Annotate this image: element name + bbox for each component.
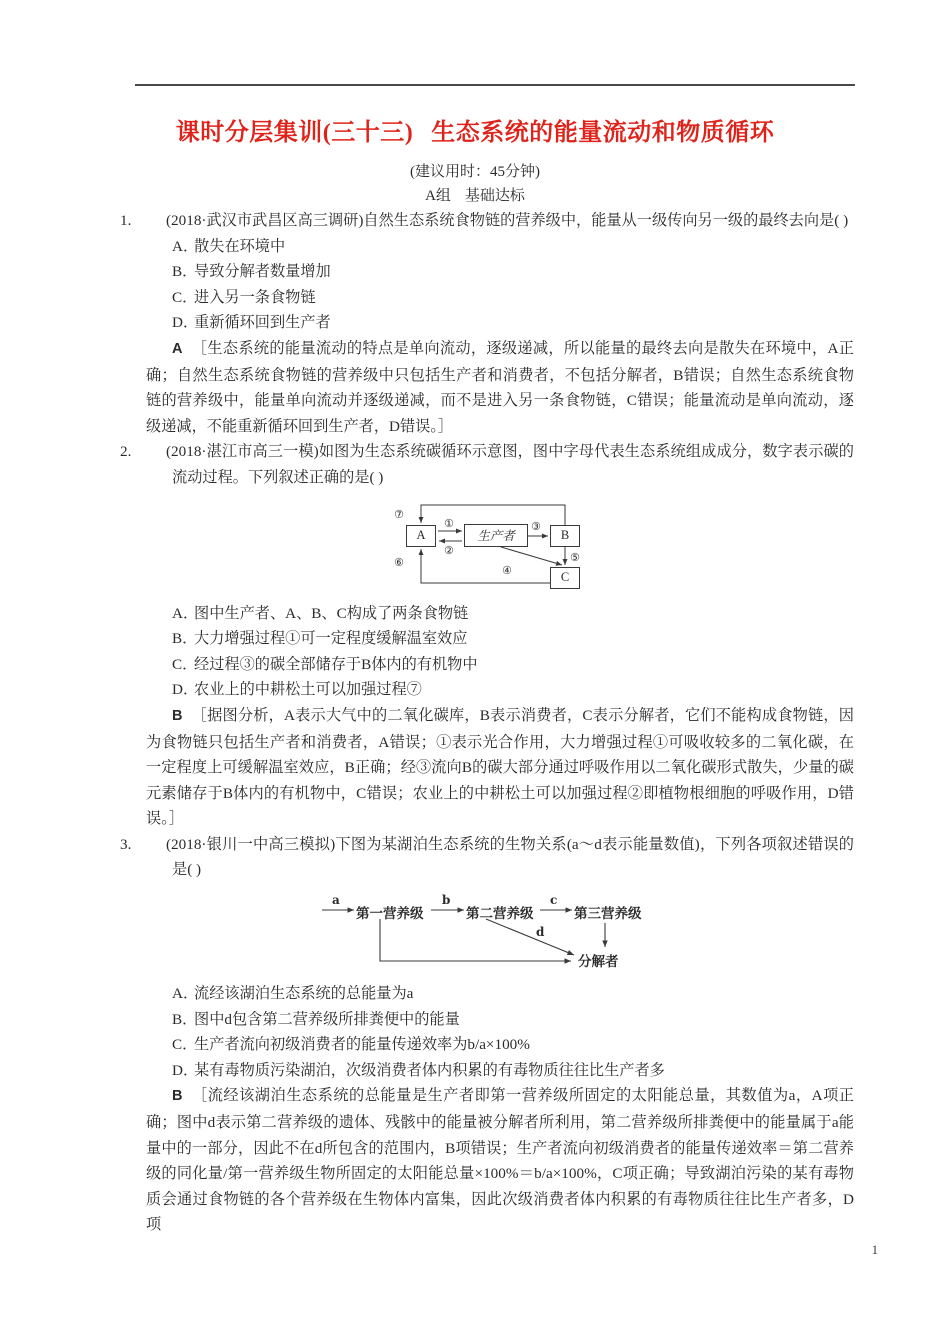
option-key: B． bbox=[172, 1010, 198, 1028]
question-2-option-c[interactable] bbox=[172, 652, 854, 678]
question-3-option-b[interactable] bbox=[172, 1007, 854, 1033]
question-1-option-d[interactable] bbox=[172, 310, 854, 336]
option-text: 导致分解者数量增加 bbox=[194, 263, 331, 281]
carbon-node-c: C bbox=[550, 567, 580, 589]
question-list bbox=[120, 208, 854, 1238]
trophic-flow-c: c bbox=[550, 893, 558, 908]
question-1-answer bbox=[146, 336, 854, 439]
trophic-node-first: 第一营养级 bbox=[356, 906, 424, 922]
group-name: 基础达标 bbox=[464, 188, 525, 204]
question-2-option-a[interactable] bbox=[172, 601, 854, 627]
option-text: 大力增强过程①可一定程度缓解温室效应 bbox=[194, 630, 468, 648]
option-key: D． bbox=[172, 314, 199, 332]
option-text: 图中生产者、A、B、C构成了两条食物链 bbox=[194, 604, 469, 622]
carbon-cycle-figure bbox=[386, 499, 596, 591]
page-title-subject: 生态系统的能量流动和物质循环 bbox=[431, 120, 775, 146]
question-1-stem bbox=[120, 208, 854, 234]
question-1-number: 1. bbox=[120, 212, 132, 229]
question-2-option-b[interactable] bbox=[172, 626, 854, 652]
question-2-number: 2. bbox=[120, 443, 132, 461]
carbon-node-b: B bbox=[550, 525, 580, 547]
question-3-stem bbox=[120, 832, 854, 883]
page-number: 1 bbox=[871, 1243, 878, 1257]
question-2-option-d[interactable] bbox=[172, 677, 854, 703]
question-2-answer bbox=[146, 703, 854, 832]
option-text: 散失在环境中 bbox=[194, 237, 286, 255]
option-text: 生产者流向初级消费者的能量传递效率为b/a×100% bbox=[194, 1036, 530, 1054]
option-key: C． bbox=[172, 288, 198, 306]
question-3 bbox=[120, 832, 854, 1238]
answer-key: A bbox=[172, 340, 183, 357]
question-3-option-d[interactable] bbox=[172, 1058, 854, 1084]
option-text: 流经该湖泊生态系统的总能量为a bbox=[194, 985, 414, 1003]
option-key: B． bbox=[172, 630, 198, 648]
carbon-process-3: ③ bbox=[531, 519, 541, 533]
option-text: 农业上的中耕松土可以加强过程⑦ bbox=[194, 681, 422, 699]
carbon-process-2: ② bbox=[444, 543, 454, 557]
trophic-node-third: 第三营养级 bbox=[574, 906, 642, 922]
option-key: B． bbox=[172, 263, 198, 281]
carbon-process-7: ⑦ bbox=[394, 507, 404, 521]
option-key: A． bbox=[172, 237, 199, 255]
question-2 bbox=[120, 439, 854, 832]
trophic-node-decomposer: 分解者 bbox=[578, 954, 619, 970]
question-2-stem-text: (2018·湛江市高三一模)如图为生态系统碳循环示意图，图中字母代表生态系统组成成分，数字表示碳的流动过程。下列叙述正确的是( ) bbox=[166, 443, 854, 486]
question-1-option-b[interactable] bbox=[172, 259, 854, 285]
page-title bbox=[0, 112, 950, 147]
option-key: D． bbox=[172, 1061, 199, 1079]
option-key: C． bbox=[172, 1036, 198, 1054]
carbon-node-a: A bbox=[406, 525, 436, 547]
question-1-option-a[interactable] bbox=[172, 234, 854, 260]
header-rule bbox=[135, 84, 855, 86]
carbon-node-producer: 生产者 bbox=[464, 524, 528, 547]
answer-explanation: ［流经该湖泊生态系统的总能量是生产者即第一营养级所固定的太阳能总量，其数值为a，A项正确；图中d表示第二营养级的遗体、残骸中的能量被分解者所利用，第二营养级所排粪便中的能量属于a能量中的一部分，因此不在d所包含的范围内，B项错误；生产者流向初级消费者的能量传递效率＝第二营养级的同化量/第一营养级生物所固定的太阳能总量×100%＝b/a×100%，C项正确；导致湖泊污染的某有毒物质会通过食物链的各个营养级在生物体内富集，因此次级消费者体内积累的有毒物质往往比生产者多，D项 bbox=[146, 1087, 854, 1234]
option-key: A． bbox=[172, 985, 199, 1003]
trophic-flow-b: b bbox=[442, 893, 451, 908]
question-1 bbox=[120, 208, 854, 439]
answer-explanation: ［据图分析，A表示大气中的二氧化碳库，B表示消费者，C表示分解者，它们不能构成食物链，因为食物链只包括生产者和消费者，A错误；①表示光合作用，大力增强过程①可吸收较多的二氧化碳，在一定程度上可缓解温室效应，B正确；经③流向B的碳大部分通过呼吸作用以二氧化碳形式散失，少量的碳元素储存于B体内的有机物中，C错误；农业上的中耕松土可以加强过程②即植物根细胞的呼吸作用，D错误。］ bbox=[146, 706, 854, 828]
answer-key: B bbox=[172, 707, 183, 724]
option-key: C． bbox=[172, 655, 198, 673]
question-1-stem-text: (2018·武汉市武昌区高三调研)自然生态系统食物链的营养级中，能量从一级传向另一级的最终去向是( ) bbox=[166, 212, 849, 229]
option-text: 重新循环回到生产者 bbox=[194, 314, 331, 332]
option-text: 图中d包含第二营养级所排粪便中的能量 bbox=[194, 1010, 460, 1028]
carbon-process-1: ① bbox=[444, 516, 454, 530]
option-text: 进入另一条食物链 bbox=[194, 288, 316, 306]
question-2-stem bbox=[120, 439, 854, 490]
trophic-level-figure bbox=[318, 893, 648, 971]
question-3-option-a[interactable] bbox=[172, 981, 854, 1007]
group-label: A组 bbox=[425, 188, 451, 204]
trophic-node-second: 第二营养级 bbox=[466, 906, 534, 922]
carbon-process-4: ④ bbox=[502, 563, 512, 577]
option-text: 经过程③的碳全部储存于B体内的有机物中 bbox=[194, 655, 478, 673]
question-3-stem-text: (2018·银川一中高三模拟)下图为某湖泊生态系统的生物关系(a～d表示能量数值)，下列各项叙述错误的是( ) bbox=[166, 835, 854, 879]
carbon-process-5: ⑤ bbox=[570, 550, 580, 564]
suggested-time: (建议用时：45分钟) bbox=[410, 164, 540, 180]
option-key: A． bbox=[172, 604, 199, 622]
group-heading bbox=[0, 184, 950, 205]
question-3-option-c[interactable] bbox=[172, 1032, 854, 1058]
question-3-number: 3. bbox=[120, 835, 132, 853]
trophic-flow-d: d bbox=[536, 925, 545, 940]
option-key: D． bbox=[172, 681, 199, 699]
question-3-answer bbox=[146, 1083, 854, 1238]
answer-explanation: ［生态系统的能量流动的特点是单向流动，逐级递减，所以能量的最终去向是散失在环境中，A正确；自然生态系统食物链的营养级中只包括生产者和消费者，不包括分解者，B错误；自然生态系统食物链的营养级中，能量单向流动并逐级递减，而不是进入另一条食物链，C错误；能量流动是单向流动，逐级递减，不能重新循环回到生产者，D错误。］ bbox=[146, 339, 854, 435]
trophic-flow-a: a bbox=[332, 893, 340, 908]
question-1-option-c[interactable] bbox=[172, 285, 854, 311]
answer-key: B bbox=[172, 1088, 183, 1105]
page-title-code: 课时分层集训(三十三) bbox=[175, 120, 414, 146]
carbon-process-6: ⑥ bbox=[394, 555, 404, 569]
option-text: 某有毒物质污染湖泊，次级消费者体内积累的有毒物质往往比生产者多 bbox=[194, 1061, 665, 1079]
